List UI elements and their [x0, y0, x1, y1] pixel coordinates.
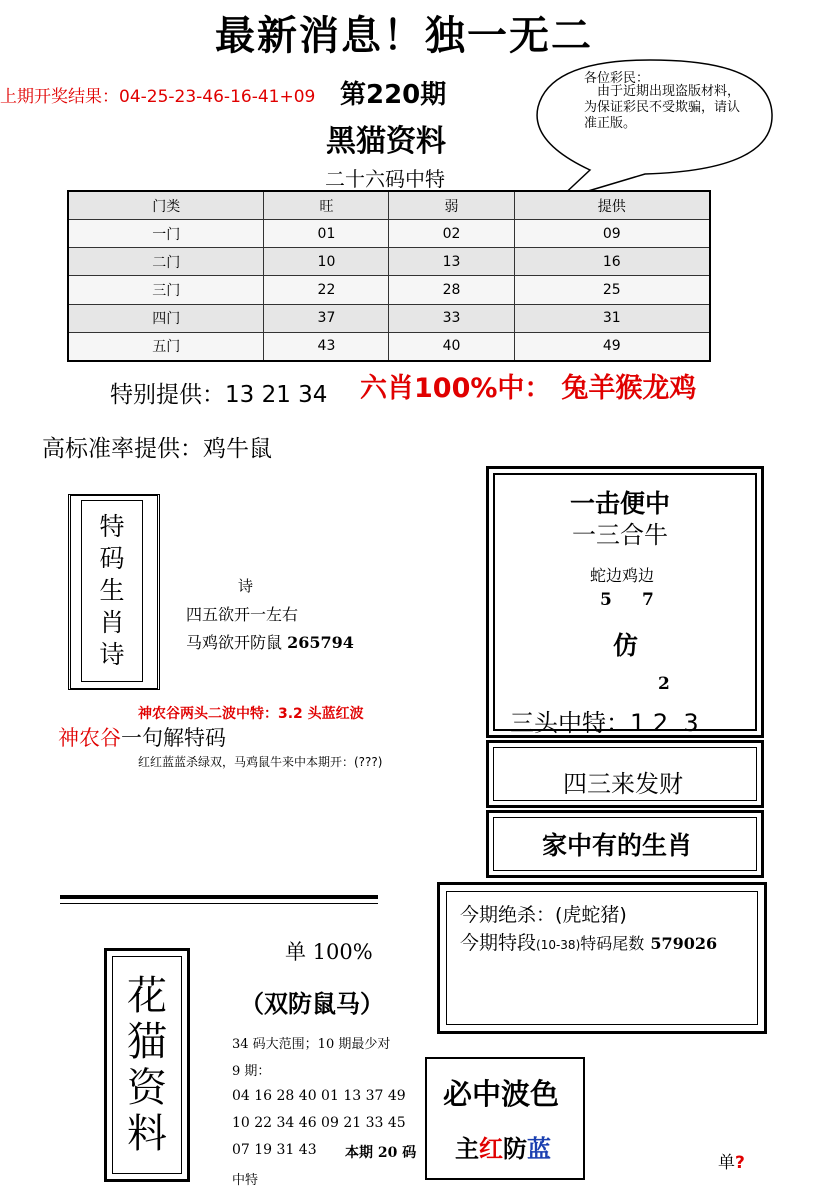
- divider-line: [60, 903, 378, 904]
- poem-line-2: [186, 630, 354, 653]
- corner-mark: ?: [735, 1153, 745, 1173]
- poem-title-char: 特: [99, 512, 125, 541]
- table-cell: 28: [389, 276, 514, 304]
- issue-number: 第220期: [340, 80, 447, 110]
- flower-cat-char: 猫: [127, 1019, 167, 1065]
- range-line-1: 34 码大范围；10 期最少对: [232, 1037, 391, 1052]
- this-issue-count: 本期 20 码: [345, 1145, 417, 1161]
- kill-line-2-prefix: 今期特段: [460, 932, 537, 954]
- wave-main: 主: [455, 1134, 479, 1163]
- three-heads-value: 1 2 3: [630, 709, 699, 737]
- poem-title-char: 诗: [99, 640, 125, 669]
- poem-heading: 诗: [238, 577, 254, 595]
- table-header-cell: 提供: [514, 191, 710, 220]
- shennong-title: [58, 722, 226, 752]
- table-cell: 一门: [68, 220, 264, 248]
- zhongte: 中特: [232, 1173, 259, 1188]
- table-cell: 16: [514, 248, 710, 276]
- table-cell: 09: [514, 220, 710, 248]
- table-row: [68, 332, 710, 361]
- strike-line-1: 蛇边鸡边: [590, 566, 655, 585]
- table-cell: 四门: [68, 304, 264, 332]
- corner-single: [718, 1148, 745, 1173]
- corner-text: 单: [718, 1153, 735, 1173]
- number-table: [67, 190, 711, 362]
- high-accuracy-label: 高标准率提供：: [42, 436, 203, 462]
- high-accuracy: [42, 430, 272, 463]
- table-cell: 13: [389, 248, 514, 276]
- shennong-red-line: 神农谷两头二波中特：3.2 头蓝红波: [138, 706, 364, 722]
- divider-line: [60, 895, 378, 899]
- table-cell: 10: [264, 248, 389, 276]
- poem-title-char: 码: [99, 544, 125, 573]
- table-cell: 五门: [68, 332, 264, 361]
- strike-digit-b: 7: [642, 590, 654, 610]
- table-row: [68, 304, 710, 332]
- single-100: 单 100%: [285, 940, 373, 964]
- poem-line-1: 四五欲开一左右: [186, 605, 299, 624]
- table-cell: 40: [389, 332, 514, 361]
- poem-title-char: 肖: [99, 608, 125, 637]
- three-heads: [510, 703, 699, 738]
- special-numbers: 13 21 34: [225, 382, 328, 408]
- table-cell: 三门: [68, 276, 264, 304]
- number-row-3: 07 19 31 43: [232, 1142, 317, 1158]
- table-cell: 31: [514, 304, 710, 332]
- wave-guard: 防: [503, 1134, 527, 1163]
- family-text: 家中有的生肖: [542, 831, 693, 860]
- table-header-cell: 弱: [389, 191, 514, 220]
- table-cell: 33: [389, 304, 514, 332]
- strike-digit-c: 2: [658, 674, 670, 694]
- special-label: 特别提供：: [110, 382, 225, 408]
- table-row: [68, 276, 710, 304]
- flower-cat-char: 花: [127, 973, 167, 1019]
- table-cell: 43: [264, 332, 389, 361]
- poem-vertical-box: [68, 494, 160, 690]
- kill-line-1: 今期绝杀：(虎蛇猪): [460, 904, 627, 926]
- poem-title-char: 生: [99, 576, 125, 605]
- three-heads-label: 三头中特：: [510, 709, 630, 737]
- flower-cat-vertical-box: [104, 948, 190, 1182]
- kill-line-2: [460, 928, 717, 955]
- shennong-title-red: 神农谷: [58, 726, 121, 750]
- fortune-text: 四三来发财: [563, 770, 683, 798]
- main-title: 最新消息！独一无二: [215, 12, 593, 59]
- poem-line-2-number: 265794: [287, 633, 354, 652]
- range-line-2: 9 期：: [232, 1064, 271, 1079]
- kill-line-2-mid: 特码尾数: [580, 934, 645, 953]
- flower-cat-char: 资: [127, 1065, 167, 1111]
- table-cell: 二门: [68, 248, 264, 276]
- double-guard: （双防鼠马）: [240, 989, 384, 1018]
- table-cell: 22: [264, 276, 389, 304]
- strike-digit-a: 5: [600, 590, 612, 610]
- table-row: [68, 248, 710, 276]
- strike-subtitle: 一三合牛: [572, 521, 668, 549]
- number-row-2: 10 22 34 46 09 21 33 45: [232, 1115, 406, 1131]
- notice-body: 由于近期出现盗版材料，为保证彩民不受欺骗，请认准正版。: [584, 84, 741, 131]
- table-caption: 二十六码中特: [325, 167, 445, 191]
- table-cell: 02: [389, 220, 514, 248]
- poem-line-2-prefix: 马鸡欲开防鼠: [186, 633, 283, 652]
- strike-fang: 仿: [613, 631, 639, 660]
- six-zodiac: [360, 366, 696, 405]
- shennong-hint: 红红蓝蓝杀绿双，马鸡鼠牛来中本期开：(???): [138, 755, 383, 769]
- last-result-numbers: 04-25-23-46-16-41+09: [119, 87, 316, 107]
- last-result: [0, 82, 315, 107]
- table-header-cell: 旺: [264, 191, 389, 220]
- flower-cat-char: 料: [127, 1111, 167, 1157]
- table-row: [68, 220, 710, 248]
- shennong-title-black: 一句解特码: [121, 726, 226, 750]
- wave-colors: [455, 1129, 551, 1164]
- table-cell: 25: [514, 276, 710, 304]
- section-title-black-cat: 黑猫资料: [326, 124, 446, 159]
- wave-guard-color: 蓝: [527, 1134, 551, 1163]
- table-header-cell: 门类: [68, 191, 264, 220]
- notice-greeting: 各位彩民：: [584, 71, 650, 86]
- wave-main-color: 红: [479, 1134, 503, 1163]
- wave-title: 必中波色: [443, 1077, 560, 1111]
- strike-title: 一击便中: [570, 489, 671, 518]
- table-cell: 49: [514, 332, 710, 361]
- last-result-label: 上期开奖结果：: [0, 87, 119, 107]
- special-offer: [110, 376, 327, 409]
- table-cell: 37: [264, 304, 389, 332]
- six-label: 六肖100%中：: [360, 373, 552, 404]
- six-zodiacs: 兔羊猴龙鸡: [561, 373, 697, 404]
- kill-line-2-number: 579026: [650, 934, 718, 953]
- kill-line-2-small: (10-38): [536, 938, 581, 952]
- high-accuracy-zodiacs: 鸡牛鼠: [203, 436, 272, 462]
- number-row-1: 04 16 28 40 01 13 37 49: [232, 1088, 406, 1104]
- table-header-row: [68, 191, 710, 220]
- table-cell: 01: [264, 220, 389, 248]
